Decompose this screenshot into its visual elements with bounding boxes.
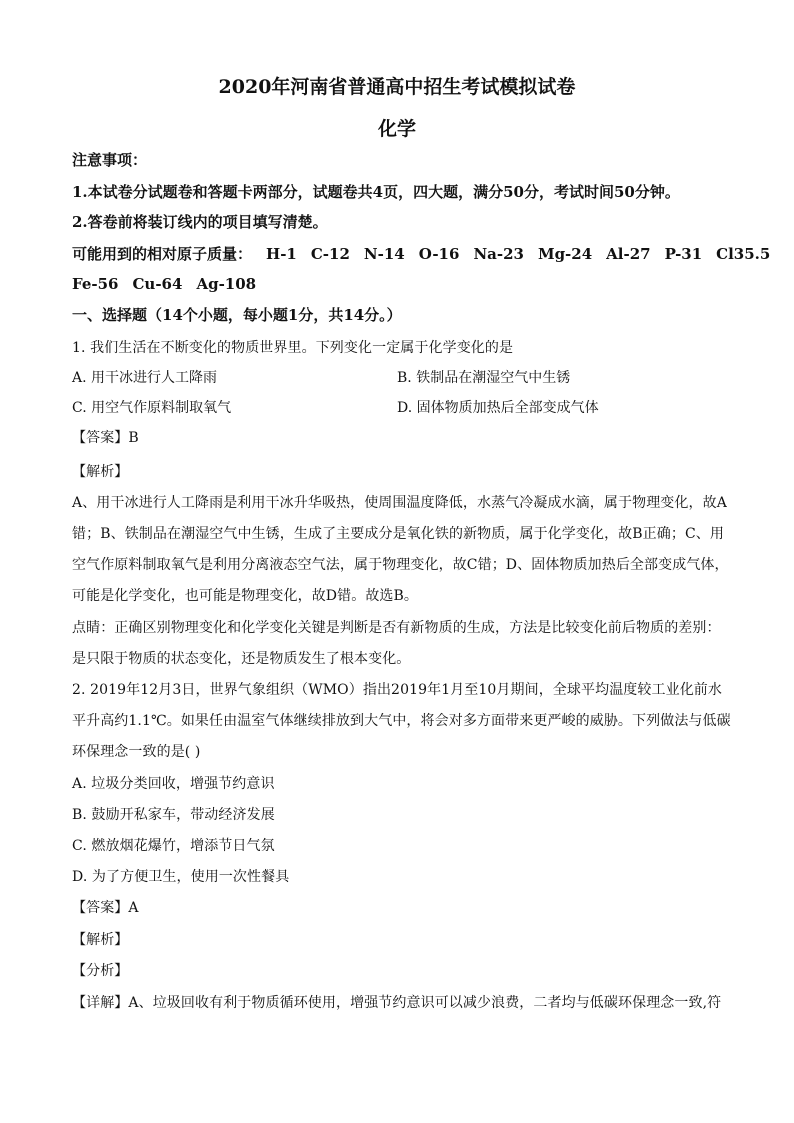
question-2-analysis-label: 【解析】 [72, 932, 129, 948]
question-1-option-c: C. 用空气作原料制取氧气 [72, 400, 232, 416]
atomic-masses-label: 可能用到的相对原子质量： [72, 245, 253, 263]
question-2-stem-line: 平升高约1.1℃。如果任由温室气体继续排放到大气中，将会对多方面带来更严峻的威胁。下列做法与低碳 [72, 713, 731, 729]
question-1-analysis-label: 【解析】 [72, 464, 129, 480]
atomic-mass: P-31 [664, 245, 703, 263]
question-1-analysis-line: 错；B、铁制品在潮湿空气中生锈，生成了主要成分是氧化铁的新物质，属于化学变化，故B正确；C、用 [72, 526, 724, 542]
question-2-fenxi-label: 【分析】 [72, 963, 129, 979]
question-2-stem-line: 2. 2019年12月3日，世界气象组织（WMO）指出2019年1月至10月期间，全球平均温度较工业化前水 [72, 682, 723, 698]
question-2-stem-line: 环保理念一致的是( ) [72, 744, 201, 760]
atomic-mass: Na-23 [473, 245, 524, 263]
question-2-answer: 【答案】A [72, 900, 139, 916]
atomic-mass: Ag-108 [196, 275, 257, 293]
question-2-option-d: D. 为了方便卫生，使用一次性餐具 [72, 869, 290, 885]
exam-title: 2020年河南省普通高中招生考试模拟试卷 [218, 76, 576, 98]
question-2-detail-line: 【详解】A、垃圾回收有利于物质循环使用，增强节约意识可以减少浪费，二者均与低碳环保理念一致,符 [72, 995, 722, 1011]
question-1-option-a: A. 用干冰进行人工降雨 [72, 370, 218, 386]
atomic-masses-line-2 [72, 274, 732, 294]
question-1-analysis-line: 空气作原料制取氧气是利用分离液态空气法，属于物理变化，故C错；D、固体物质加热后全部变成气体， [72, 557, 729, 573]
atomic-mass: Fe-56 [72, 275, 119, 293]
notice-heading: 注意事项： [72, 151, 148, 169]
atomic-mass: Al-27 [606, 245, 651, 263]
question-1-option-b: B. 铁制品在潮湿空气中生锈 [397, 370, 571, 386]
notice-item-1: 1.本试卷分试题卷和答题卡两部分，试题卷共4页，四大题，满分50分，考试时间50分钟。 [72, 183, 680, 201]
atomic-mass: Cu-64 [132, 275, 183, 293]
atomic-mass: Mg-24 [537, 245, 593, 263]
atomic-mass: Cl35.5 [716, 245, 771, 263]
question-2-option-a: A. 垃圾分类回收，增强节约意识 [72, 776, 275, 792]
atomic-mass: O-16 [418, 245, 460, 263]
question-1-option-d: D. 固体物质加热后全部变成气体 [397, 400, 599, 416]
atomic-mass: H-1 [266, 245, 297, 263]
question-1-analysis-line: A、用干冰进行人工降雨是利用干冰升华吸热，使周围温度降低，水蒸气冷凝成水滴，属于物理变化，故A [72, 495, 727, 511]
question-1-answer: 【答案】B [72, 430, 139, 446]
section-heading: 一、选择题（14个小题，每小题1分，共14分。） [72, 306, 402, 324]
question-1-note-line: 是只限于物质的状态变化，还是物质发生了根本变化。 [72, 651, 411, 667]
question-2-option-c: C. 燃放烟花爆竹，增添节日气氛 [72, 838, 275, 854]
question-1-stem: 1. 我们生活在不断变化的物质世界里。下列变化一定属于化学变化的是 [72, 340, 514, 356]
atomic-mass: N-14 [363, 245, 405, 263]
question-2-option-b: B. 鼓励开私家车，带动经济发展 [72, 807, 275, 823]
atomic-mass: C-12 [310, 245, 350, 263]
atomic-masses-line-1 [72, 244, 771, 264]
question-1-note-line: 点睛：正确区别物理变化和化学变化关键是判断是否有新物质的生成，方法是比较变化前后物质的差别： [72, 620, 721, 636]
subject-title: 化学 [377, 118, 416, 140]
question-1-analysis-line: 可能是化学变化，也可能是物理变化，故D错。故选B。 [72, 588, 419, 604]
notice-item-2: 2.答卷前将装订线内的项目填写清楚。 [72, 213, 328, 231]
